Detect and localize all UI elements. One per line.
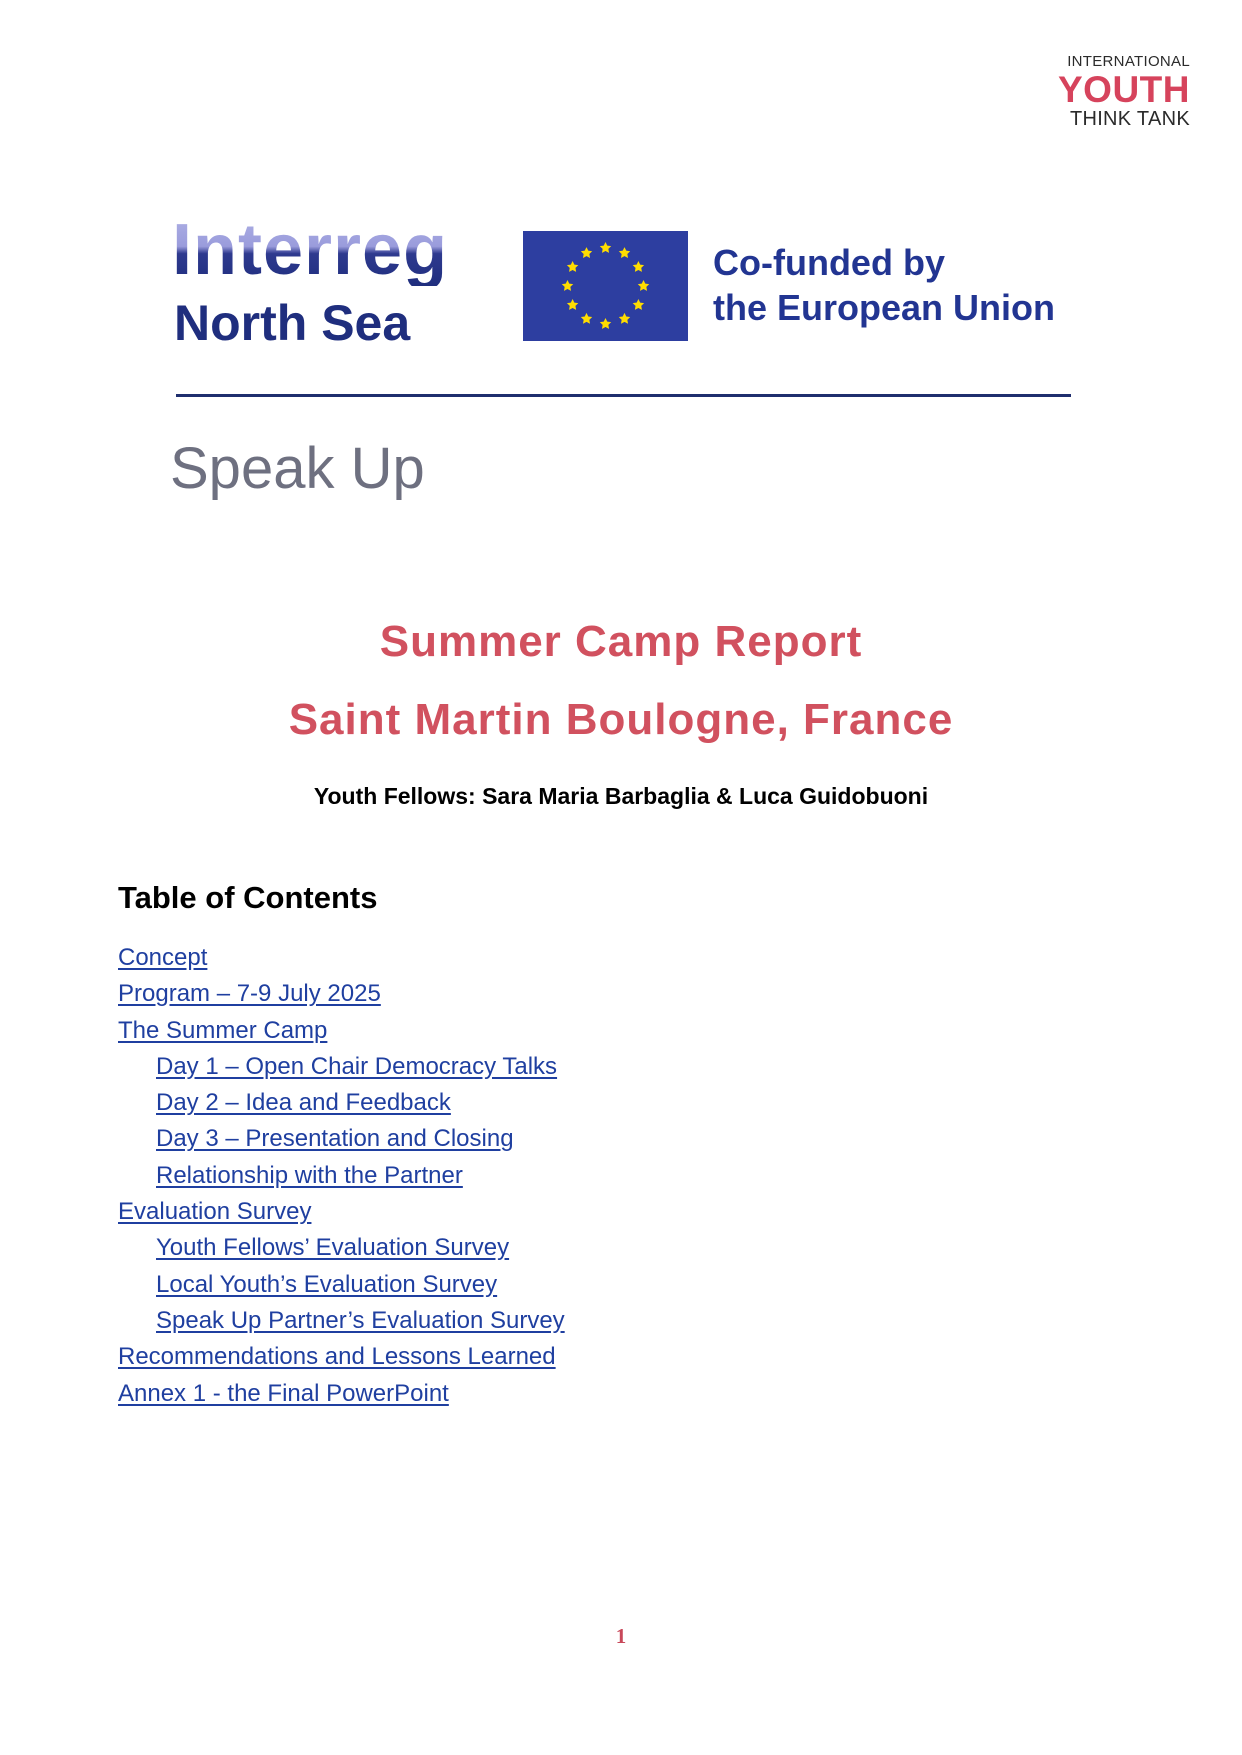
toc-item xyxy=(118,1339,565,1375)
toc-link-local-youth-survey[interactable]: Local Youth’s Evaluation Survey xyxy=(156,1270,498,1298)
iytt-logo xyxy=(1000,54,1190,129)
youth-fellows: Youth Fellows: Sara Maria Barbaglia & Luca Guidobuoni xyxy=(313,783,929,809)
eu-cofunded-text xyxy=(713,240,1055,330)
toc-link-day-2[interactable]: Day 2 – Idea and Feedback xyxy=(156,1089,451,1117)
header-divider xyxy=(176,394,1071,397)
toc-item xyxy=(118,1158,565,1194)
project-name: Speak Up xyxy=(170,436,425,501)
eu-cofunded-line1: Co-funded by xyxy=(713,242,945,283)
eu-flag-icon xyxy=(523,231,688,341)
toc-item xyxy=(118,1194,565,1230)
toc-link-annex-1[interactable]: Annex 1 - the Final PowerPoint xyxy=(118,1379,449,1407)
toc-item xyxy=(118,1085,565,1121)
iytt-logo-line2: YOUTH xyxy=(1058,69,1190,110)
toc-link-day-3[interactable]: Day 3 – Presentation and Closing xyxy=(156,1125,514,1153)
eu-cofunded-line2: the European Union xyxy=(713,287,1055,328)
toc-link-partner-relationship[interactable]: Relationship with the Partner xyxy=(156,1161,463,1189)
toc-item xyxy=(118,1230,565,1266)
toc-link-summer-camp[interactable]: The Summer Camp xyxy=(118,1016,328,1044)
iytt-logo-line1: INTERNATIONAL xyxy=(1067,53,1190,70)
toc-item xyxy=(118,1013,565,1049)
eu-stars-icon xyxy=(523,231,688,341)
toc-link-partner-survey[interactable]: Speak Up Partner’s Evaluation Survey xyxy=(156,1306,565,1334)
toc-item xyxy=(118,1121,565,1157)
toc-link-recommendations[interactable]: Recommendations and Lessons Learned xyxy=(118,1343,556,1371)
toc-item xyxy=(118,1303,565,1339)
toc-link-day-1[interactable]: Day 1 – Open Chair Democracy Talks xyxy=(156,1052,558,1080)
toc-item xyxy=(118,1376,565,1412)
toc-link-evaluation-survey[interactable]: Evaluation Survey xyxy=(118,1198,312,1226)
toc-link-concept[interactable]: Concept xyxy=(118,944,208,971)
toc-link-program[interactable]: Program – 7-9 July 2025 xyxy=(118,980,381,1008)
interreg-logo-word: Interreg xyxy=(172,210,449,290)
page-number: 1 xyxy=(615,1624,627,1648)
table-of-contents xyxy=(118,940,565,1412)
interreg-logo-region: North Sea xyxy=(174,295,411,351)
report-title: Summer Camp Report xyxy=(379,617,863,666)
toc-item xyxy=(118,1267,565,1303)
toc-item xyxy=(118,976,565,1012)
toc-item xyxy=(118,940,565,976)
toc-item xyxy=(118,1049,565,1085)
toc-link-fellows-survey[interactable]: Youth Fellows’ Evaluation Survey xyxy=(156,1234,510,1262)
report-location: Saint Martin Boulogne, France xyxy=(288,695,954,744)
toc-heading: Table of Contents xyxy=(118,880,378,915)
iytt-logo-line3: THINK TANK xyxy=(1069,108,1190,130)
